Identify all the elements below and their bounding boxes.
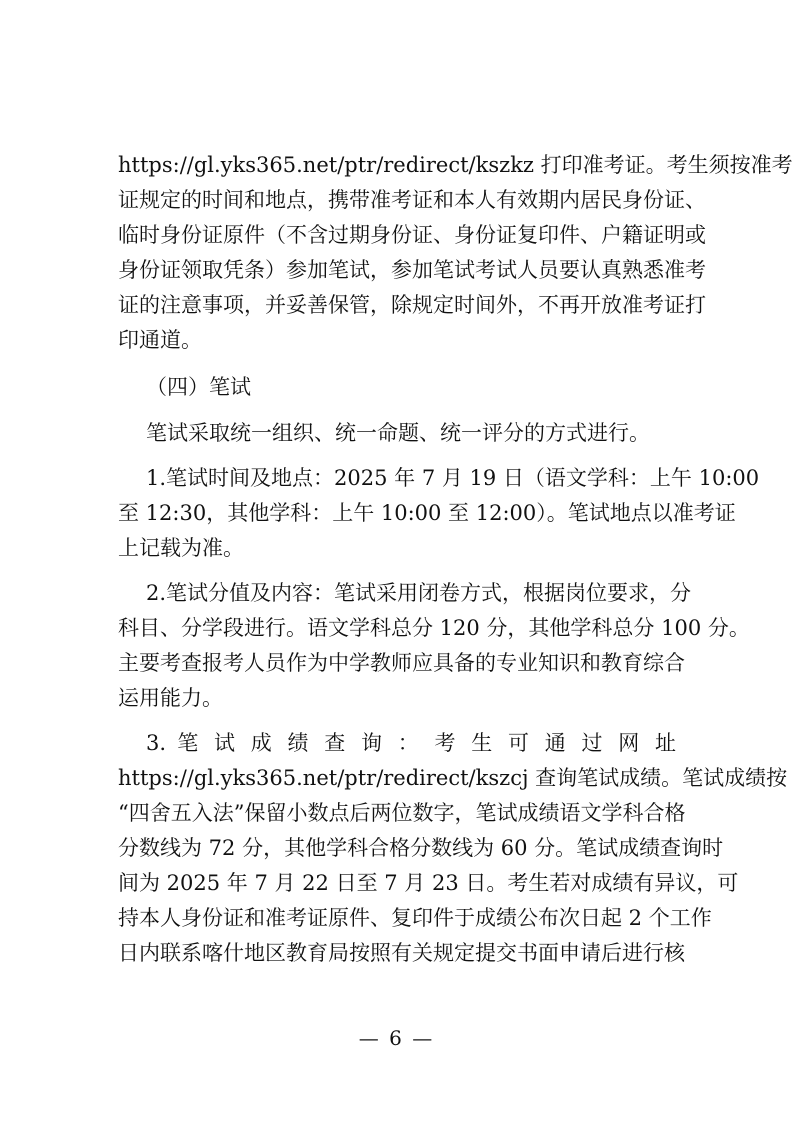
section-heading-written-exam: （四）笔试 (146, 375, 251, 399)
paragraph-line-13: 科目、分学段进行。语文学科总分 120 分，其他学科总分 100 分。 (118, 616, 750, 640)
paragraph-line-4: 身份证领取凭条）参加笔试，参加笔试考试人员要认真熟悉准考 (118, 258, 706, 282)
paragraph-line-5: 证的注意事项，并妥善保管，除规定时间外，不再开放准考证打 (118, 293, 706, 317)
paragraph-line-10: 至 12:30，其他学科：上午 10:00 至 12:00）。笔试地点以准考证 (118, 501, 736, 525)
paragraph-line-2: 证规定的时间和地点，携带准考证和本人有效期内居民身份证、 (118, 188, 706, 212)
paragraph-line-11: 上记载为准。 (118, 536, 244, 560)
paragraph-line-9: 1.笔试时间及地点：2025 年 7 月 19 日（语文学科：上午 10:00 (146, 466, 760, 490)
paragraph-line-1: https://gl.yks365.net/ptr/redirect/kszkz 打印准考证。考生须按准考 (118, 153, 793, 177)
paragraph-line-14: 主要考查报考人员作为中学教师应具备的专业知识和教育综合 (118, 651, 685, 675)
page-number: — 6 — (358, 1026, 435, 1050)
paragraph-line-17: https://gl.yks365.net/ptr/redirect/kszcj 查询笔试成绩。笔试成绩按 (118, 766, 788, 790)
paragraph-line-8: 笔试采取统一组织、统一命题、统一评分的方式进行。 (146, 421, 650, 445)
paragraph-line-15: 运用能力。 (118, 686, 223, 710)
paragraph-line-16: 3. 笔 试 成 绩 查 询 ： 考 生 可 通 过 网 址 (146, 731, 676, 755)
paragraph-line-22: 日内联系喀什地区教育局按照有关规定提交书面申请后进行核 (118, 941, 685, 965)
paragraph-line-19: 分数线为 72 分，其他学科合格分数线为 60 分。笔试成绩查询时 (118, 836, 724, 860)
paragraph-line-6: 印通道。 (118, 328, 202, 352)
paragraph-line-12: 2.笔试分值及内容：笔试采用闭卷方式，根据岗位要求，分 (146, 581, 692, 605)
paragraph-line-20: 间为 2025 年 7 月 22 日至 7 月 23 日。考生若对成绩有异议，可 (118, 871, 739, 895)
paragraph-line-21: 持本人身份证和准考证原件、复印件于成绩公布次日起 2 个工作 (118, 906, 712, 930)
paragraph-line-18: “四舍五入法”保留小数点后两位数字，笔试成绩语文学科合格 (118, 801, 686, 825)
paragraph-line-3: 临时身份证原件（不含过期身份证、身份证复印件、户籍证明或 (118, 223, 706, 247)
